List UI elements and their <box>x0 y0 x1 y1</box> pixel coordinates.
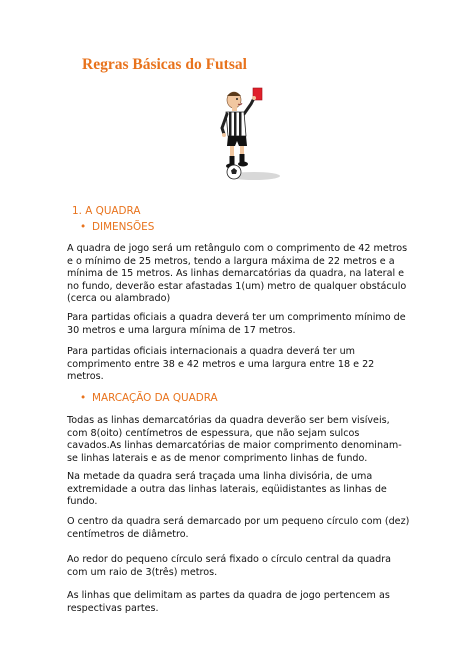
paragraph: Para partidas oficiais internacionais a quadra deverá ter um comprimento entre 38 e 42 metros e uma largura entre 18 e 22 metros. <box>67 346 375 383</box>
bullet-icon: • <box>80 392 87 404</box>
paragraph: Na metade da quadra será traçada uma linha divisória, de uma extremidade a outra das linhas laterais, eqüidistantes as linhas de fundo. <box>67 471 387 508</box>
bullet-icon: • <box>80 221 87 233</box>
subsection-heading-dimensions <box>80 221 154 233</box>
subsection-title: DIMENSÕES <box>92 221 155 233</box>
paragraph: O centro da quadra será demarcado por um pequeno círculo com (dez) centímetros de diâmetro. <box>67 516 410 540</box>
paragraph: Todas as linhas demarcatórias da quadra deverão ser bem visíveis, com 8(oito) centímetros de espessura, que não sejam sulcos cavados.As linhas demarcatórias de maior comprimento denominam-se linhas laterais e as de menor comprimento linhas de fundo. <box>67 415 402 464</box>
section-number: 1. <box>72 205 82 217</box>
subsection-heading-marking <box>80 392 218 404</box>
referee-with-red-card-icon <box>206 84 286 184</box>
paragraph: A quadra de jogo será um retângulo com o comprimento de 42 metros e o mínimo de 25 metros, tendo a largura máxima de 22 metros e a mínima de 15 metros. As linhas demarcatórias da quadra, na lateral e no fundo, deverão estar afastadas 1(um) metro de qualquer obstáculo (cerca ou alambrado) <box>67 243 408 305</box>
subsection-title: MARCAÇÃO DA QUADRA <box>92 392 218 404</box>
paragraph: Para partidas oficiais a quadra deverá ter um comprimento mínimo de 30 metros e uma largura mínima de 17 metros. <box>67 312 406 336</box>
section-heading <box>72 205 140 217</box>
section-title: A QUADRA <box>85 205 141 217</box>
paragraph: Ao redor do pequeno círculo será fixado o círculo central da quadra com um raio de 3(três) metros. <box>67 554 392 578</box>
document-title: Regras Básicas do Futsal <box>82 56 247 73</box>
paragraph: As linhas que delimitam as partes da quadra de jogo pertencem as respectivas partes. <box>67 590 390 614</box>
